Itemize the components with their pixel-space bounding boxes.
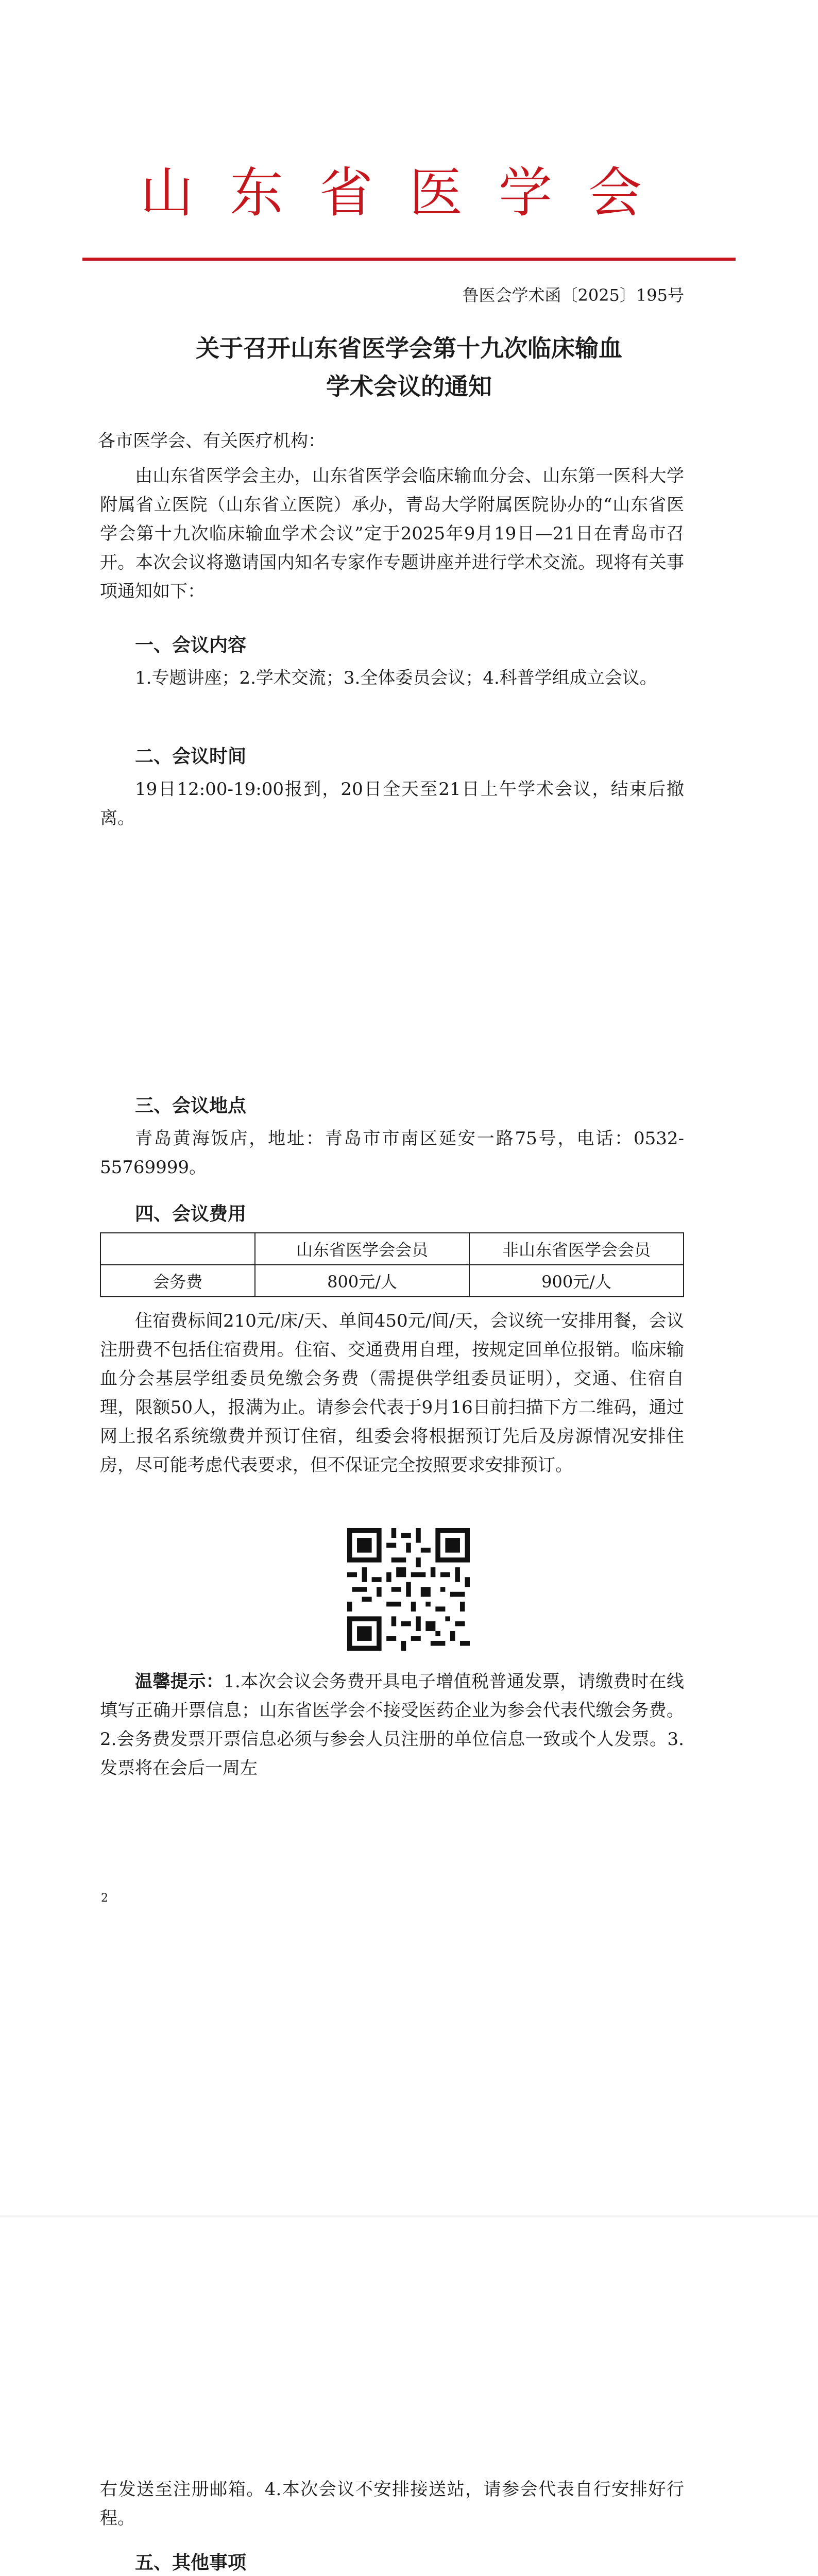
- salutation: 各市医学会、有关医疗机构：: [98, 431, 326, 451]
- section-content-text: 1.专题讲座；2.学术交流；3.全体委员会议；4.科普学组成立会议。: [135, 668, 657, 688]
- document-title-line1: 关于召开山东省医学会第十九次临床输血: [196, 334, 622, 362]
- fee-table: [100, 1232, 684, 1297]
- section-other-heading: 五、其他事项: [135, 2552, 247, 2573]
- page-number-2: 2: [101, 1892, 108, 1905]
- section-time-text: 19日12:00-19:00报到，20日全天至21日上午学术会议，结束后撤离。: [100, 779, 684, 828]
- fee-table-member-fee: 800元/人: [255, 1265, 469, 1297]
- page-separator: [0, 2215, 818, 2217]
- document-title-line2: 学术会议的通知: [326, 372, 492, 400]
- tips-text-page2: 1.本次会议会务费开具电子增值税普通发票，请缴费时在线填写正确开票信息；山东省医学会不接受医药企业为参会代表代缴会务费。2.会务费发票开票信息必须与参会人员注册的单位信息一致或个人发票。3.发票将在会后一周左: [100, 1671, 684, 1778]
- fee-table-corner-cell: [100, 1233, 255, 1265]
- section-fee-text: 住宿费标间210元/床/天、单间450元/间/天，会议统一安排用餐，会议注册费不包括住宿费用。住宿、交通费用自理，按规定回单位报销。临床输血分会基层学组委员免缴会务费（需提供学组委员证明），交通、住宿自理，限额50人，报满为止。请参会代表于9月16日前扫描下方二维码，通过网上报名系统缴费并预订住宿，组委会将根据预订先后及房源情况安排住房，尽可能考虑代表要求，但不保证完全按照要求安排预订。: [100, 1311, 684, 1476]
- tips-block-page2: [100, 1667, 684, 1783]
- fee-table-row-label: 会务费: [100, 1265, 255, 1297]
- org-letterhead-title: 山东省医学会: [140, 161, 678, 224]
- fee-table-header-member: 山东省医学会会员: [255, 1233, 469, 1265]
- tips-text-page3: 右发送至注册邮箱。4.本次会议不安排接送站，请参会代表自行安排好行程。: [100, 2479, 684, 2529]
- section-fee-heading: 四、会议费用: [135, 1204, 247, 1225]
- tips-label: 温馨提示：: [135, 1671, 224, 1692]
- letterhead-rule: [82, 258, 736, 261]
- fee-table-header-nonmember: 非山东省医学会会员: [469, 1233, 684, 1265]
- intro-paragraph: 由山东省医学会主办，山东省医学会临床输血分会、山东第一医科大学附属省立医院（山东省立医院）承办，青岛大学附属医院协办的“山东省医学会第十九次临床输血学术会议”定于2025年9月19日—21日在青岛市召开。本次会议将邀请国内知名专家作专题讲座并进行学术交流。现将有关事项通知如下：: [100, 466, 684, 602]
- fee-table-header-row: [100, 1233, 684, 1265]
- registration-qr-code[interactable]: [347, 1528, 470, 1651]
- section-content-heading: 一、会议内容: [135, 635, 247, 656]
- section-time-heading: 二、会议时间: [135, 746, 247, 767]
- fee-table-nonmember-fee: 900元/人: [469, 1265, 684, 1297]
- section-location-text: 青岛黄海饭店，地址：青岛市市南区延安一路75号，电话：0532-55769999。: [100, 1128, 684, 1178]
- document-number: 鲁医会学术函〔2025〕195号: [462, 285, 684, 305]
- fee-table-row: [100, 1265, 684, 1297]
- section-location-heading: 三、会议地点: [135, 1095, 247, 1116]
